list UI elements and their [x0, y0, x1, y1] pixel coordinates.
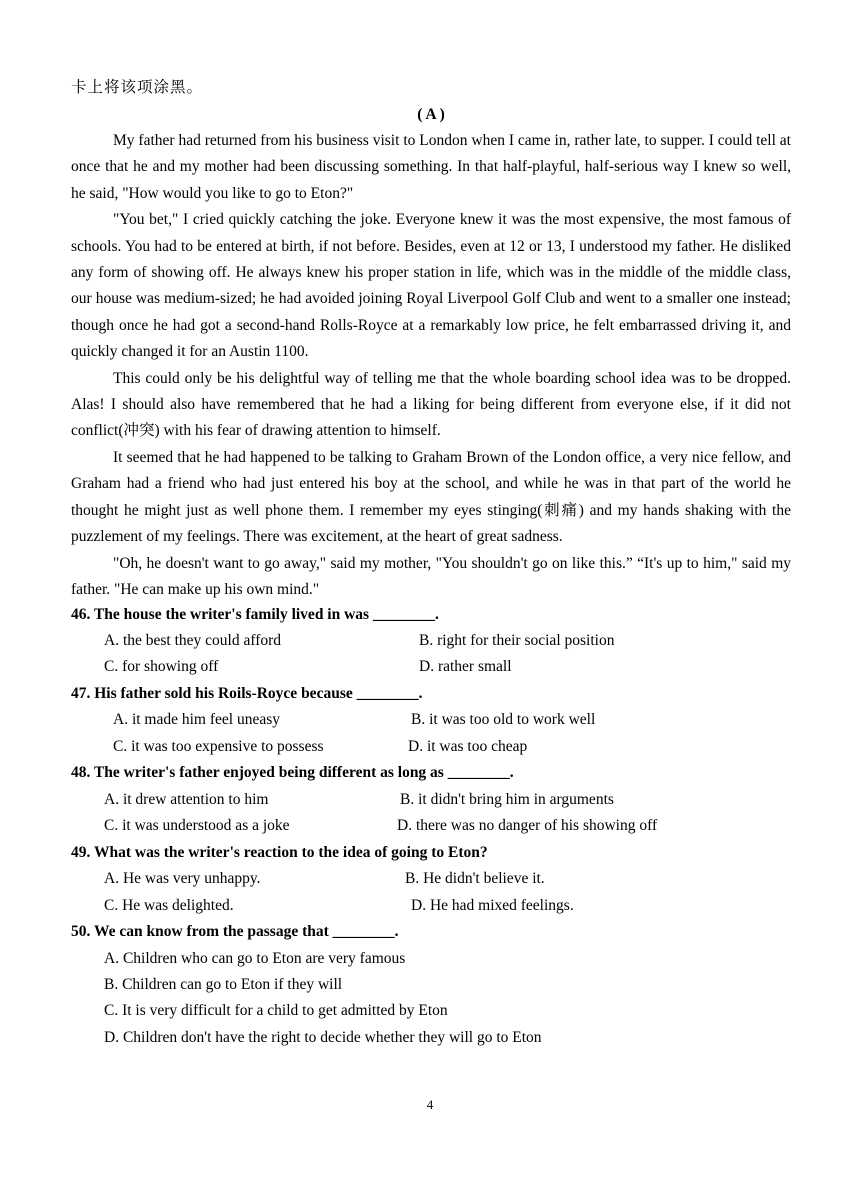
option-d: D. there was no danger of his showing off [397, 817, 658, 834]
option-d: D. rather small [419, 658, 512, 675]
option-c: C. for showing off [104, 658, 219, 675]
question-stem: 50. We can know from the passage that ________. [71, 923, 399, 940]
question-stem: 46. The house the writer's family lived in was ________. [71, 606, 439, 623]
question-stem: 47. His father sold his Roils-Royce because ________. [71, 685, 423, 702]
option-b: B. Children can go to Eton if they will [104, 976, 343, 993]
question-49 [71, 840, 488, 866]
option-c: C. He was delighted. [104, 897, 234, 914]
passage-paragraph: "You bet," I cried quickly catching the joke. Everyone knew it was the most expensive, the most famous of schools. You had to be entered at birth, if not before. Besides, even at 12 or 13, I understood my father. He disliked any form of showing off. He always knew his proper station in life, which was in the middle of the middle class, our house was medium-sized; he had avoided joining Royal Liverpool Golf Club and went to a smaller one instead; though once he had got a second-hand Rolls-Royce at a remarkably low price, he felt embarrassed driving it, and quickly changed it for an Austin 1100. [71, 211, 791, 361]
option-a: A. Children who can go to Eton are very famous [104, 950, 406, 967]
option-b: B. it didn't bring him in arguments [400, 791, 614, 808]
question-stem: 49. What was the writer's reaction to the idea of going to Eton? [71, 844, 488, 861]
passage-paragraph: My father had returned from his business visit to London when I came in, rather late, to supper. I could tell at once that he and my mother had been discussing something. In that half-playful, half-serious way I knew so well, he said, "How would you like to go to Eton?" [71, 132, 791, 202]
option-a: A. it drew attention to him [104, 791, 269, 808]
option-c: C. it was understood as a joke [104, 817, 290, 834]
section-label: ( A ) [417, 106, 445, 123]
question-46 [71, 602, 439, 628]
passage-paragraph: This could only be his delightful way of telling me that the whole boarding school idea was to be dropped. Alas! I should also have remembered that he had a liking for being different from everyone else, if it did not conflict(冲突) with his fear of drawing attention to himself. [71, 369, 791, 440]
option-d: D. He had mixed feelings. [411, 897, 574, 914]
option-a: A. it made him feel uneasy [113, 711, 281, 728]
question-50 [71, 919, 399, 945]
option-a: A. the best they could afford [104, 632, 282, 649]
question-48 [71, 760, 514, 786]
option-d: D. Children don't have the right to decide whether they will go to Eton [104, 1029, 542, 1046]
option-b: B. right for their social position [419, 632, 615, 649]
option-c: C. It is very difficult for a child to get admitted by Eton [104, 1002, 448, 1019]
passage-paragraph: It seemed that he had happened to be talking to Graham Brown of the London office, a very nice fellow, and Graham had a friend who had just entered his boy at the school, and while he was in that part of the world he thought he might just as well phone them. I remember my eyes stinging(刺痛) and my hands shaking with the puzzlement of my feelings. There was excitement, at the heart of great sadness. [71, 448, 791, 546]
option-b: B. it was too old to work well [411, 711, 596, 728]
option-c: C. it was too expensive to possess [113, 738, 324, 755]
page-number: 4 [426, 1097, 434, 1112]
option-d: D. it was too cheap [408, 738, 528, 755]
intro-text: 卡上将该项涂黑。 [71, 78, 204, 96]
reading-passage [71, 128, 791, 603]
passage-paragraph: "Oh, he doesn't want to go away," said my mother, "You shouldn't go on like this.” “It's up to him," said my father. "He can make up his own mind." [71, 554, 791, 598]
question-stem: 48. The writer's father enjoyed being different as long as ________. [71, 764, 514, 781]
option-a: A. He was very unhappy. [104, 870, 261, 887]
question-47 [71, 681, 422, 707]
option-b: B. He didn't believe it. [405, 870, 545, 887]
